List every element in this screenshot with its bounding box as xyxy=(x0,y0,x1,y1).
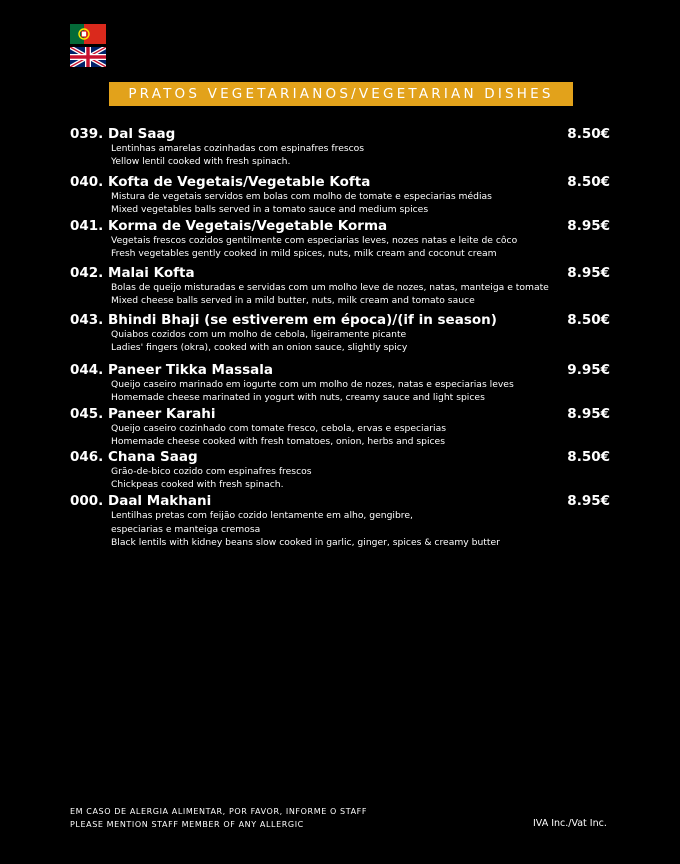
dish-price: 8.95€ xyxy=(567,406,610,422)
dish-price: 8.50€ xyxy=(567,126,610,142)
dish-name: 044. Paneer Tikka Massala xyxy=(70,362,273,378)
menu-item xyxy=(70,449,610,491)
dish-description-en: Homemade cheese cooked with fresh tomatoes, onion, herbs and spices xyxy=(111,435,445,447)
dish-description-en: Chickpeas cooked with fresh spinach. xyxy=(111,478,284,490)
dish-description-pt: Mistura de vegetais servidos em bolas com molho de tomate e especiarias médias xyxy=(111,191,492,202)
dish-name: 040. Kofta de Vegetais/Vegetable Kofta xyxy=(70,174,371,190)
dish-description-pt: Vegetais frescos cozidos gentilmente com especiarias leves, nozes natas e leite de côco xyxy=(111,235,518,246)
dish-name: 046. Chana Saag xyxy=(70,449,198,465)
menu-item xyxy=(70,126,610,168)
dish-description-en: Black lentils with kidney beans slow cooked in garlic, ginger, spices & creamy butter xyxy=(111,537,500,548)
dish-description-pt-continued: especiarias e manteiga cremosa xyxy=(111,523,261,535)
dish-description-pt: Lentilhas pretas com feijão cozido lentamente em alho, gengibre, xyxy=(111,510,413,521)
menu-item xyxy=(70,174,610,216)
dish-name: 041. Korma de Vegetais/Vegetable Korma xyxy=(70,218,388,234)
dish-description-en: Mixed vegetables balls served in a tomato sauce and medium spices xyxy=(111,203,429,215)
dish-description-pt: Lentinhas amarelas cozinhadas com espinafres frescos xyxy=(111,143,365,154)
dish-name: 042. Malai Kofta xyxy=(70,265,195,281)
menu-item xyxy=(70,493,610,550)
dish-price: 9.95€ xyxy=(567,362,610,378)
allergy-notice xyxy=(70,806,367,831)
dish-name: 039. Dal Saag xyxy=(70,126,176,142)
menu-item xyxy=(70,265,610,307)
menu-item xyxy=(70,218,610,260)
dish-description-pt: Queijo caseiro marinado em iogurte com um molho de nozes, natas e especiarias leves xyxy=(111,379,514,390)
menu-item xyxy=(70,362,610,404)
dish-description-en: Fresh vegetables gently cooked in mild spices, nuts, milk cream and coconut cream xyxy=(111,247,497,259)
dish-description-pt: Queijo caseiro cozinhado com tomate fresco, cebola, ervas e especiarias xyxy=(111,423,446,434)
dish-description-pt: Bolas de queijo misturadas e servidas com um molho leve de nozes, natas, manteiga e tomate xyxy=(111,282,549,293)
portugal-flag-icon[interactable] xyxy=(70,24,106,44)
language-selector xyxy=(70,24,106,70)
dish-price: 8.95€ xyxy=(567,265,610,281)
dish-description-pt: Grão-de-bico cozido com espinafres frescos xyxy=(111,466,312,477)
section-title-banner: PRATOS VEGETARIANOS/VEGETARIAN DISHES xyxy=(109,82,573,106)
dish-price: 8.50€ xyxy=(567,312,610,328)
dish-description-en: Homemade cheese marinated in yogurt with nuts, creamy sauce and light spices xyxy=(111,391,485,403)
menu-item xyxy=(70,312,610,354)
allergy-notice-en: PLEASE MENTION STAFF MEMBER OF ANY ALLERGIC xyxy=(70,819,304,829)
dish-name: 045. Paneer Karahi xyxy=(70,406,216,422)
dish-description-en: Ladies' fingers (okra), cooked with an onion sauce, slightly spicy xyxy=(111,341,408,353)
uk-flag-icon[interactable] xyxy=(70,47,106,67)
dish-price: 8.95€ xyxy=(567,218,610,234)
dish-price: 8.50€ xyxy=(567,449,610,465)
dish-price: 8.50€ xyxy=(567,174,610,190)
dish-description-pt: Quiabos cozidos com um molho de cebola, ligeiramente picante xyxy=(111,329,407,340)
vat-notice: IVA Inc./Vat Inc. xyxy=(533,818,607,829)
dish-description-en: Mixed cheese balls served in a mild butter, nuts, milk cream and tomato sauce xyxy=(111,294,475,306)
dish-description-en: Yellow lentil cooked with fresh spinach. xyxy=(111,155,291,167)
allergy-notice-pt: EM CASO DE ALERGIA ALIMENTAR, POR FAVOR, INFORME O STAFF xyxy=(70,807,368,816)
dish-price: 8.95€ xyxy=(567,493,610,509)
menu-item xyxy=(70,406,610,448)
dish-name: 043. Bhindi Bhaji (se estiverem em época)/(if in season) xyxy=(70,312,497,328)
dish-name: 000. Daal Makhani xyxy=(70,493,212,509)
